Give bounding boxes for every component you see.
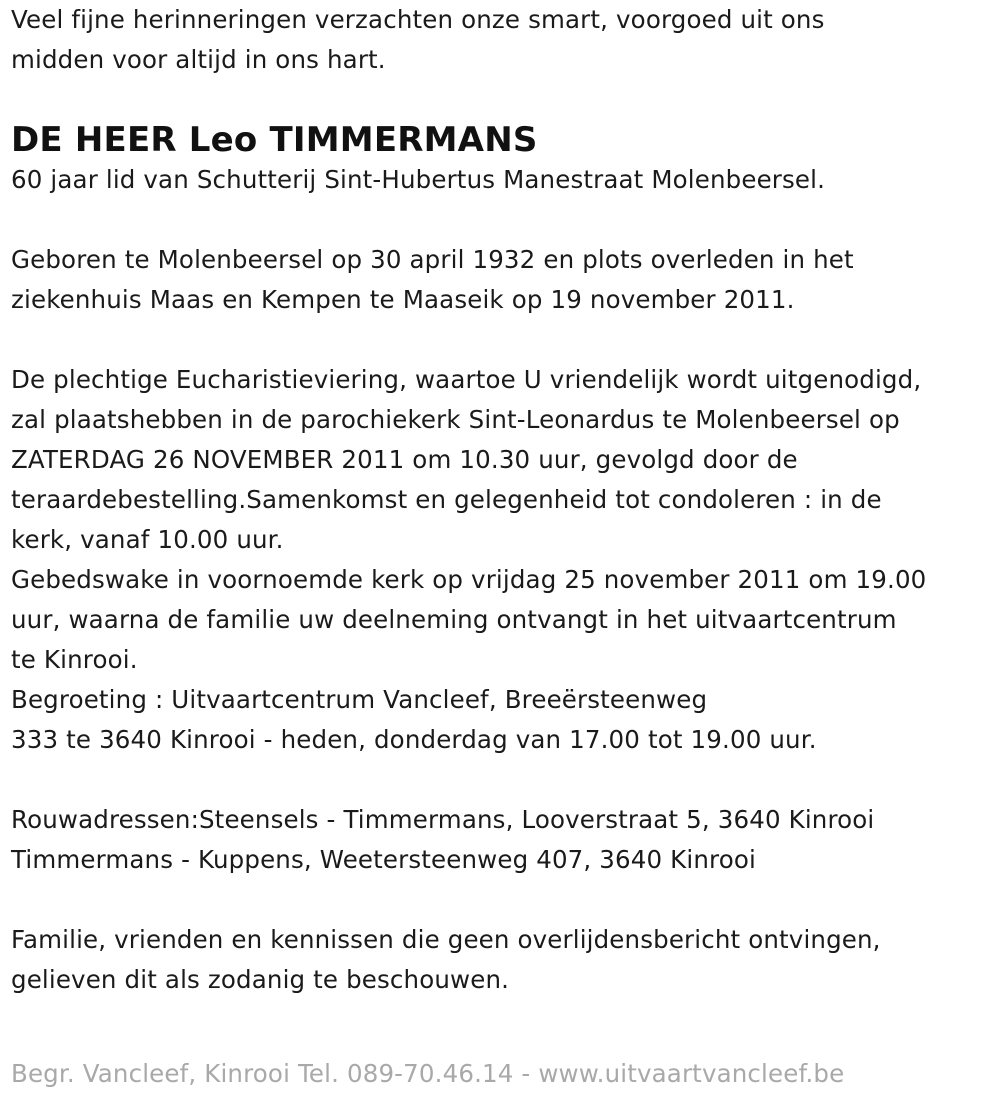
paragraph-line: Familie, vrienden en kennissen die geen overlijdensbericht ontvingen,: [11, 925, 881, 954]
paragraph-line: De plechtige Eucharistieviering, waartoe U vriendelijk wordt uitgenodigd,: [11, 365, 922, 394]
funeral-home-footer: Begr. Vancleef, Kinrooi Tel. 089-70.46.14 - www.uitvaartvancleef.be: [11, 1059, 845, 1088]
paragraph-line: gelieven dit als zodanig te beschouwen.: [11, 965, 510, 994]
deceased-name: DE HEER Leo TIMMERMANS: [11, 120, 538, 160]
address-line: Rouwadressen:Steensels - Timmermans, Looverstraat 5, 3640 Kinrooi: [11, 805, 875, 834]
paragraph-line: 333 te 3640 Kinrooi - heden, donderdag van 17.00 tot 19.00 uur.: [11, 725, 817, 754]
birth-death-paragraph: [11, 240, 996, 320]
intro-line: midden voor altijd in ons hart.: [11, 45, 386, 74]
paragraph-line: teraardebestelling.Samenkomst en gelegenheid tot condoleren : in de: [11, 485, 882, 514]
paragraph-line: Begroeting : Uitvaartcentrum Vancleef, Breeërsteenweg: [11, 685, 708, 714]
intro-quote: [11, 0, 996, 80]
spacer: [11, 320, 996, 360]
intro-line: Veel fijne herinneringen verzachten onze smart, voorgoed uit ons: [11, 5, 825, 34]
paragraph-line: kerk, vanaf 10.00 uur.: [11, 525, 284, 554]
paragraph-line: uur, waarna de familie uw deelneming ontvangt in het uitvaartcentrum: [11, 605, 897, 634]
paragraph-line: ziekenhuis Maas en Kempen te Maaseik op 19 november 2011.: [11, 285, 795, 314]
paragraph-line: Gebedswake in voornoemde kerk op vrijdag 25 november 2011 om 19.00: [11, 565, 927, 594]
obituary-notice: [11, 0, 996, 1000]
spacer: [11, 200, 996, 240]
ceremony-paragraph: [11, 360, 996, 760]
closing-paragraph: [11, 920, 996, 1000]
mourning-addresses: [11, 800, 996, 880]
spacer: [11, 880, 996, 920]
spacer: [11, 760, 996, 800]
membership-text: 60 jaar lid van Schutterij Sint-Hubertus Manestraat Molenbeersel.: [11, 165, 826, 194]
paragraph-line: Geboren te Molenbeersel op 30 april 1932 en plots overleden in het: [11, 245, 854, 274]
paragraph-line: ZATERDAG 26 NOVEMBER 2011 om 10.30 uur, gevolgd door de: [11, 445, 798, 474]
address-line: Timmermans - Kuppens, Weetersteenweg 407, 3640 Kinrooi: [11, 845, 756, 874]
paragraph-line: zal plaatshebben in de parochiekerk Sint-Leonardus te Molenbeersel op: [11, 405, 900, 434]
paragraph-line: te Kinrooi.: [11, 645, 138, 674]
